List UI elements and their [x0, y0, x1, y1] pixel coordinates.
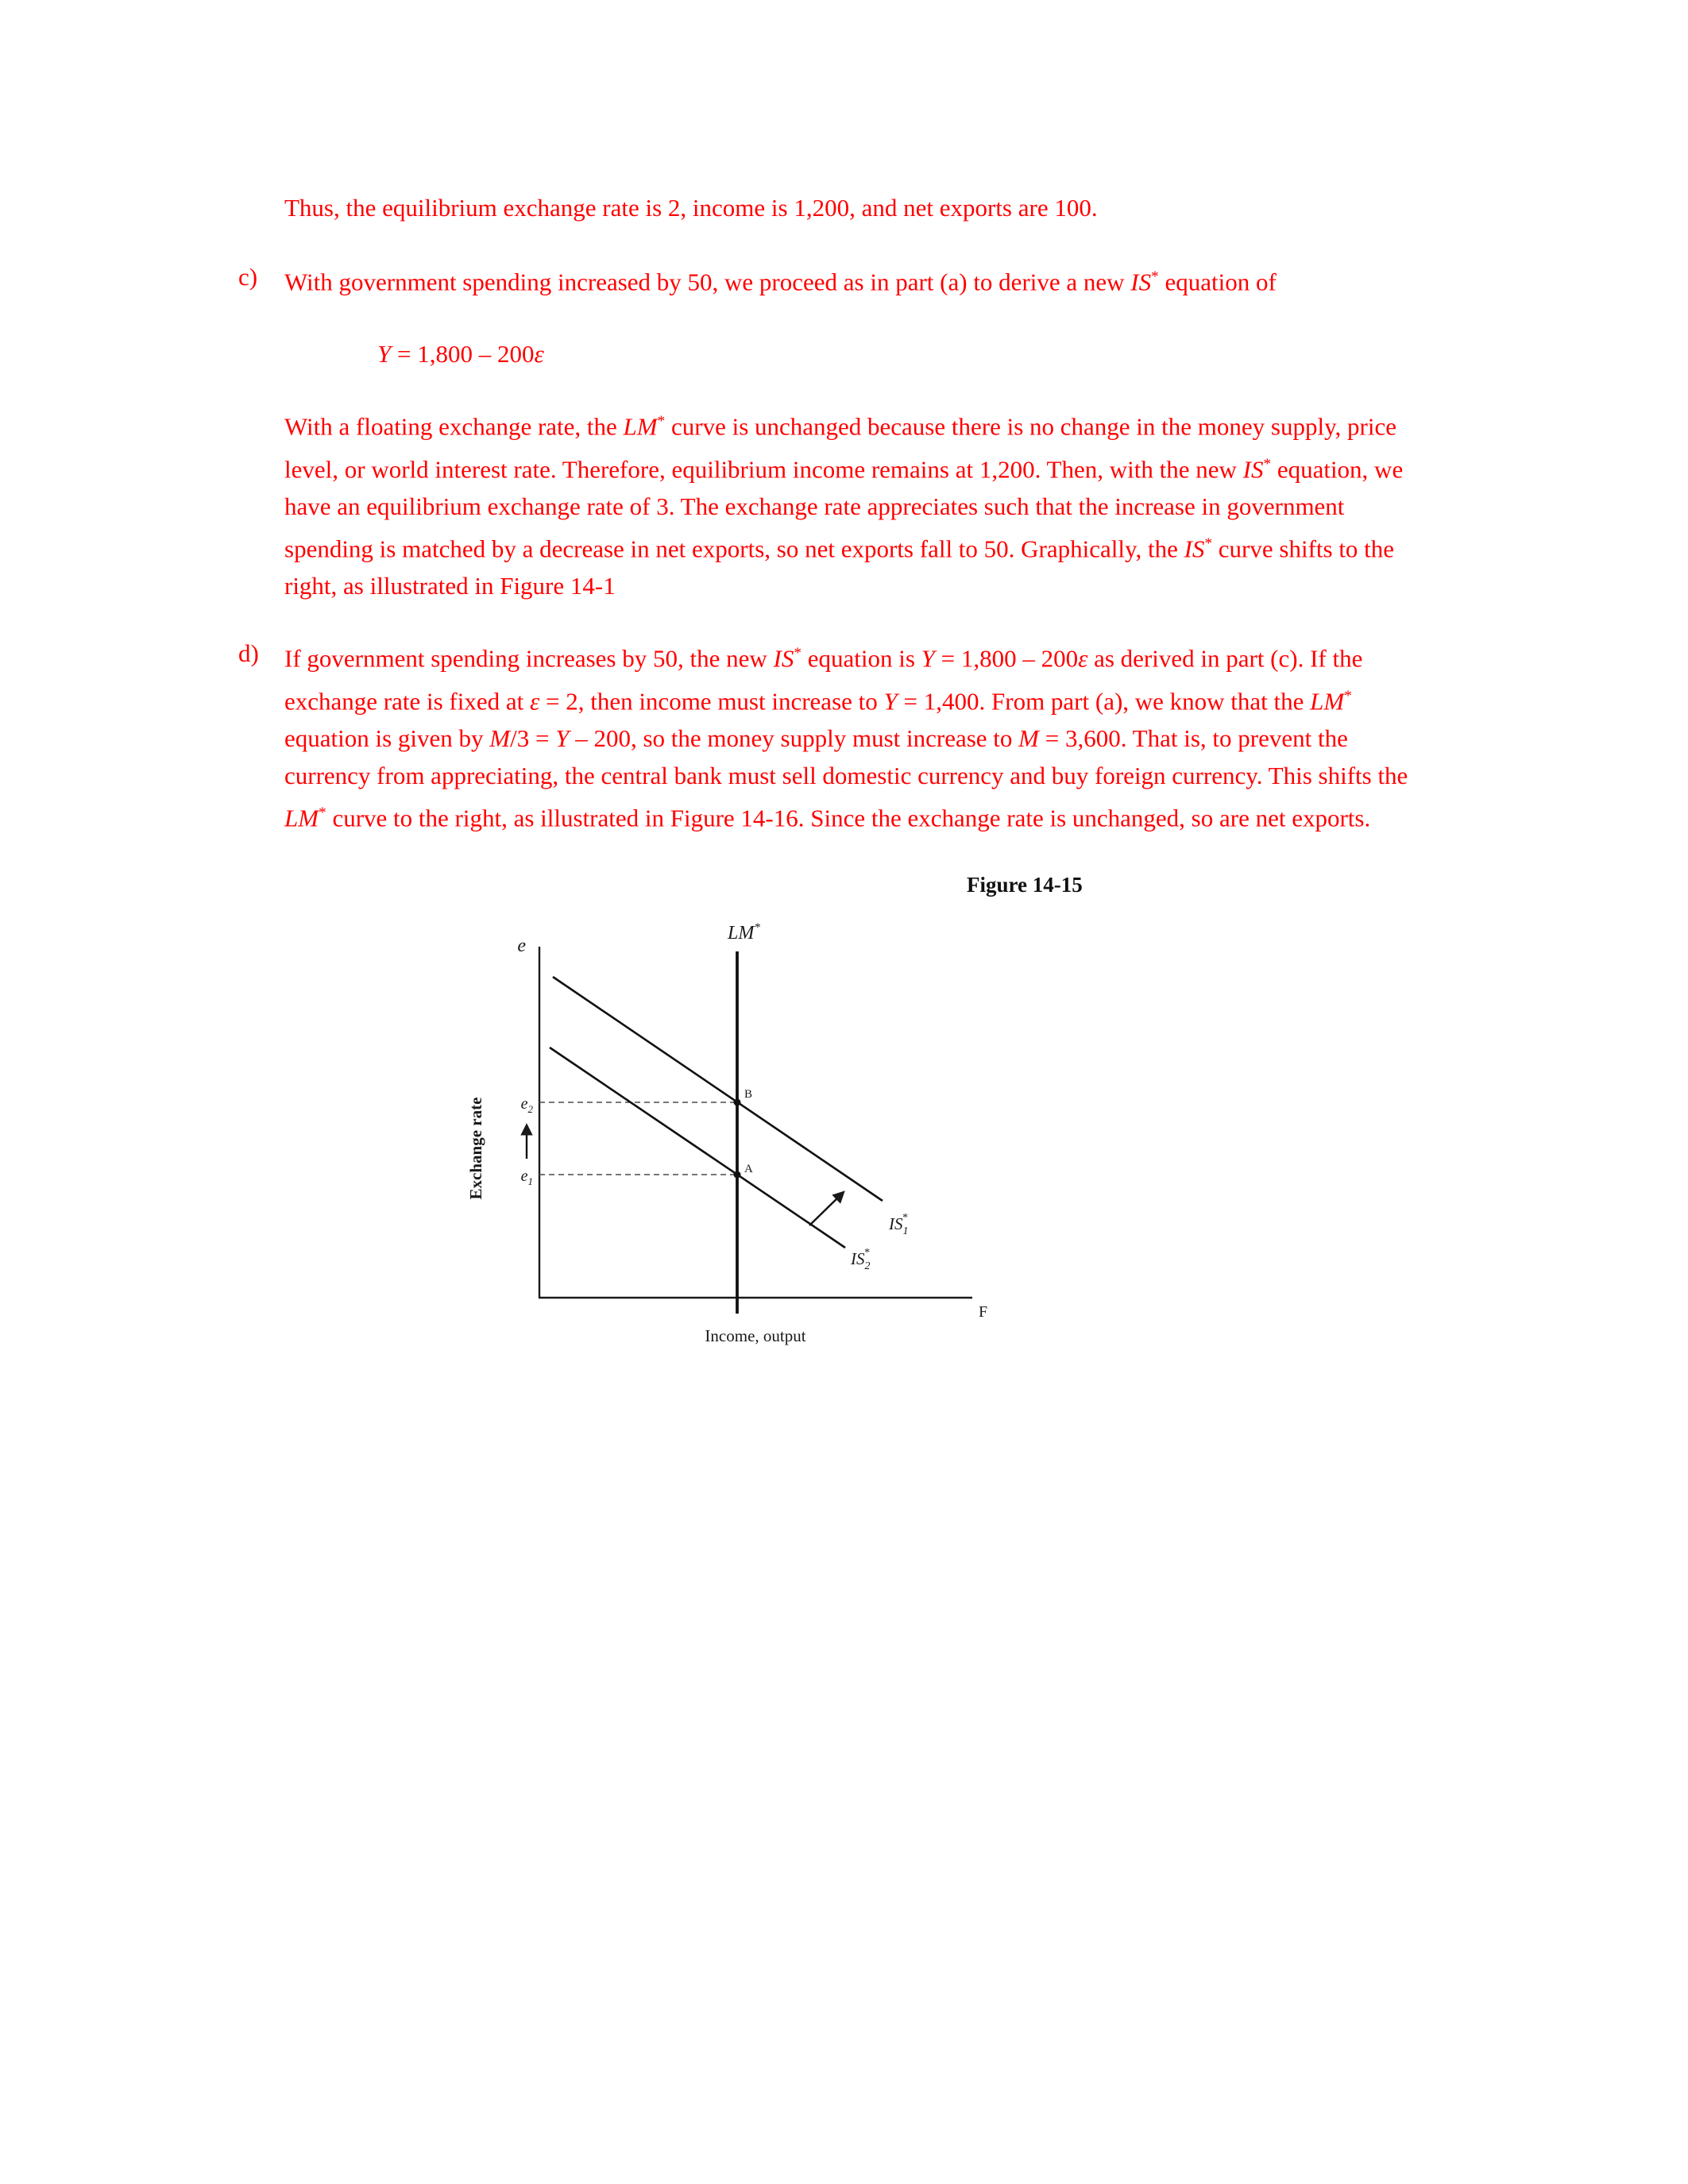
text-segment: IS: [1130, 268, 1152, 296]
item-c-body: [284, 403, 1410, 604]
text-segment: *: [794, 645, 802, 662]
text-segment: Y: [921, 644, 935, 673]
point-a-label: A: [744, 1163, 753, 1176]
text-segment: equation of: [1158, 268, 1277, 296]
text-segment: Y: [377, 340, 392, 369]
text-segment: *: [1204, 534, 1213, 552]
text-segment: *: [1263, 455, 1272, 473]
text-segment: With government spending increased by 50, we proceed as in part (a) to derive a new: [284, 268, 1131, 296]
text-segment: ε: [534, 340, 544, 369]
text-segment: With a floating exchange rate, the: [284, 412, 624, 441]
item-c-equation: [377, 335, 1410, 372]
item-d: [238, 635, 1410, 836]
is1-star-curve: [553, 977, 883, 1201]
figure-title: Figure 14-15: [967, 873, 1083, 897]
text-segment: IS: [1242, 454, 1264, 483]
text-segment: *: [319, 804, 326, 821]
text-segment: M: [489, 723, 511, 752]
is-shift-arrow: [809, 1193, 843, 1225]
text-segment: ε: [1078, 644, 1088, 673]
exchange-rate-diagram: [450, 910, 1006, 1355]
item-c-lead: [284, 258, 1410, 300]
text-segment: ε: [530, 686, 540, 715]
text-segment: If government spending increases by 50, the new: [284, 644, 774, 673]
text-segment: IS: [773, 644, 794, 673]
text-segment: LM: [623, 412, 658, 441]
text-segment: IS: [1184, 534, 1205, 563]
is2-star-curve: [550, 1048, 845, 1248]
text-segment: Y: [555, 723, 570, 752]
text-segment: = 3,600. That is, to prevent the currency from appreciating, the central bank must sell domestic currency and buy foreign currency. This shifts the: [284, 723, 1408, 789]
is1-star-label: $IS_1*$: [889, 1212, 909, 1238]
figure-chart-container: [450, 910, 1410, 1365]
x-axis-end-label: F: [979, 1303, 988, 1322]
text-segment: as derived in part (c). If the exchange rate is fixed at: [284, 644, 1363, 715]
text-segment: equation, we have an equilibrium exchange rate of 3. The exchange rate appreciates such that the increase in government spending is matched by a decrease in net exports, so net exports fall to 50. Graphically, the: [284, 454, 1404, 563]
item-d-body: [284, 635, 1410, 836]
point-b-dot: [734, 1099, 741, 1106]
item-c-label: c): [238, 263, 258, 291]
text-segment: = 1,800 – 200: [391, 340, 535, 369]
point-b-label: B: [744, 1088, 753, 1102]
item-c: [238, 258, 1410, 604]
document-content: [238, 189, 1410, 1365]
intro-paragraph: [284, 189, 1410, 226]
e1-label: $e_1$: [520, 1167, 533, 1188]
text-segment: curve is unchanged because there is no change in the money supply, price level, or world interest rate. Therefore, equilibrium income remains at 1,200. Then, with the new: [284, 412, 1397, 483]
lm-star-label: LM*: [728, 921, 760, 944]
text-segment: Y: [883, 686, 898, 715]
text-segment: equation is given by: [284, 723, 490, 752]
text-segment: *: [1151, 268, 1159, 285]
text-segment: LM: [1310, 686, 1345, 715]
text-segment: /3 =: [510, 723, 556, 752]
text-segment: – 200, so the money supply must increase to: [569, 723, 1019, 752]
text-segment: *: [657, 413, 666, 430]
text-segment: LM: [284, 804, 319, 832]
text-segment: M: [1018, 723, 1039, 752]
text-segment: curve to the right, as illustrated in Figure 14-16. Since the exchange rate is unchanged, so are net exports.: [326, 804, 1371, 832]
is2-star-label: $IS_2*$: [851, 1247, 871, 1273]
item-d-label: d): [238, 639, 259, 668]
e2-label: $e_2$: [520, 1095, 533, 1116]
text-segment: curve shifts to the right, as illustrated in Figure 14-1: [284, 534, 1395, 600]
y-axis-caption: Exchange rate: [466, 1097, 485, 1200]
text-segment: *: [1344, 687, 1352, 704]
point-a-dot: [734, 1171, 741, 1179]
text-segment: = 1,800 – 200: [934, 644, 1079, 673]
figure-14-15: [238, 866, 1410, 1365]
e-axis-symbol: e: [517, 936, 526, 957]
text-segment: Thus, the equilibrium exchange rate is 2, income is 1,200, and net exports are 100.: [284, 194, 1098, 222]
x-axis-caption: Income, output: [705, 1326, 806, 1346]
text-segment: equation is: [801, 644, 921, 673]
text-segment: = 1,400. From part (a), we know that the: [897, 686, 1311, 715]
text-segment: = 2, then income must increase to: [539, 686, 884, 715]
